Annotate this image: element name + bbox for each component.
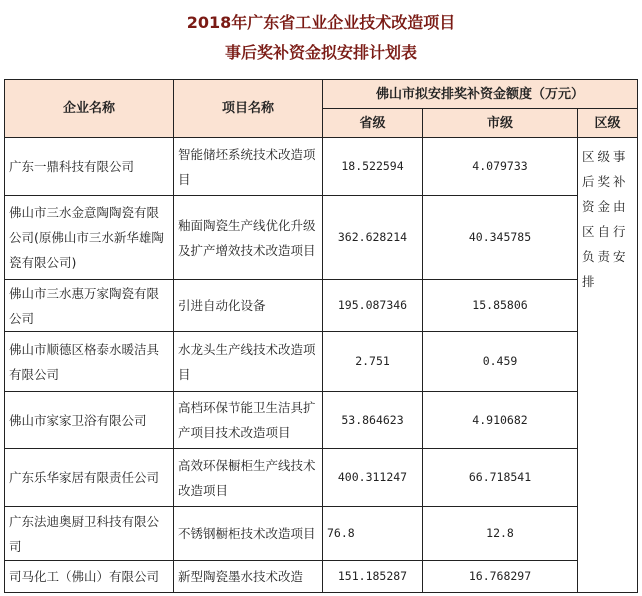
city-amount-cell: 12.8 xyxy=(423,507,578,561)
funding-table xyxy=(4,79,638,593)
province-amount-cell: 195.087346 xyxy=(323,280,423,332)
province-amount-cell: 400.311247 xyxy=(323,449,423,507)
table-row xyxy=(5,196,638,280)
title-line-1: 2018年广东省工业企业技术改造项目 xyxy=(186,13,456,32)
table-row xyxy=(5,449,638,507)
header-province: 省级 xyxy=(323,109,423,138)
district-note-cell: 区级事后奖补资金由区自行负责安排 xyxy=(578,138,638,593)
company-cell: 广东法迪奥厨卫科技有限公司 xyxy=(5,507,174,561)
city-amount-cell: 15.85806 xyxy=(423,280,578,332)
city-amount-cell: 4.910682 xyxy=(423,392,578,449)
project-cell: 高档环保节能卫生洁具扩产项目技术改造项目 xyxy=(174,392,323,449)
title-line-2: 事后奖补资金拟安排计划表 xyxy=(224,43,417,62)
company-cell: 广东乐华家居有限责任公司 xyxy=(5,449,174,507)
header-project: 项目名称 xyxy=(174,80,323,138)
project-cell: 新型陶瓷墨水技术改造 xyxy=(174,561,323,593)
table-row xyxy=(5,138,638,196)
project-cell: 水龙头生产线技术改造项目 xyxy=(174,332,323,392)
company-cell: 广东一鼎科技有限公司 xyxy=(5,138,174,196)
project-cell: 引进自动化设备 xyxy=(174,280,323,332)
city-amount-cell: 16.768297 xyxy=(423,561,578,593)
province-amount-cell: 18.522594 xyxy=(323,138,423,196)
city-amount-cell: 40.345785 xyxy=(423,196,578,280)
project-cell: 釉面陶瓷生产线优化升级及扩产增效技术改造项目 xyxy=(174,196,323,280)
city-amount-cell: 66.718541 xyxy=(423,449,578,507)
city-amount-cell: 0.459 xyxy=(423,332,578,392)
company-cell: 司马化工（佛山）有限公司 xyxy=(5,561,174,593)
city-amount-cell: 4.079733 xyxy=(423,138,578,196)
province-amount-cell: 151.185287 xyxy=(323,561,423,593)
province-amount-cell: 53.864623 xyxy=(323,392,423,449)
province-amount-cell: 76.8 xyxy=(323,507,423,561)
header-funding-group: 佛山市拟安排奖补资金额度（万元） xyxy=(323,80,638,109)
header-company: 企业名称 xyxy=(5,80,174,138)
table-row xyxy=(5,332,638,392)
header-district: 区级 xyxy=(578,109,638,138)
province-amount-cell: 2.751 xyxy=(323,332,423,392)
company-cell: 佛山市三水金意陶陶瓷有限公司(原佛山市三水新华雄陶瓷有限公司) xyxy=(5,196,174,280)
header-city: 市级 xyxy=(423,109,578,138)
project-cell: 不锈钢橱柜技术改造项目 xyxy=(174,507,323,561)
project-cell: 智能储坯系统技术改造项目 xyxy=(174,138,323,196)
company-cell: 佛山市三水惠万家陶瓷有限公司 xyxy=(5,280,174,332)
table-row xyxy=(5,280,638,332)
table-row xyxy=(5,561,638,593)
company-cell: 佛山市家家卫浴有限公司 xyxy=(5,392,174,449)
company-cell: 佛山市顺德区格泰水暖洁具有限公司 xyxy=(5,332,174,392)
table-row xyxy=(5,507,638,561)
project-cell: 高效环保橱柜生产线技术改造项目 xyxy=(174,449,323,507)
table-row xyxy=(5,392,638,449)
province-amount-cell: 362.628214 xyxy=(323,196,423,280)
